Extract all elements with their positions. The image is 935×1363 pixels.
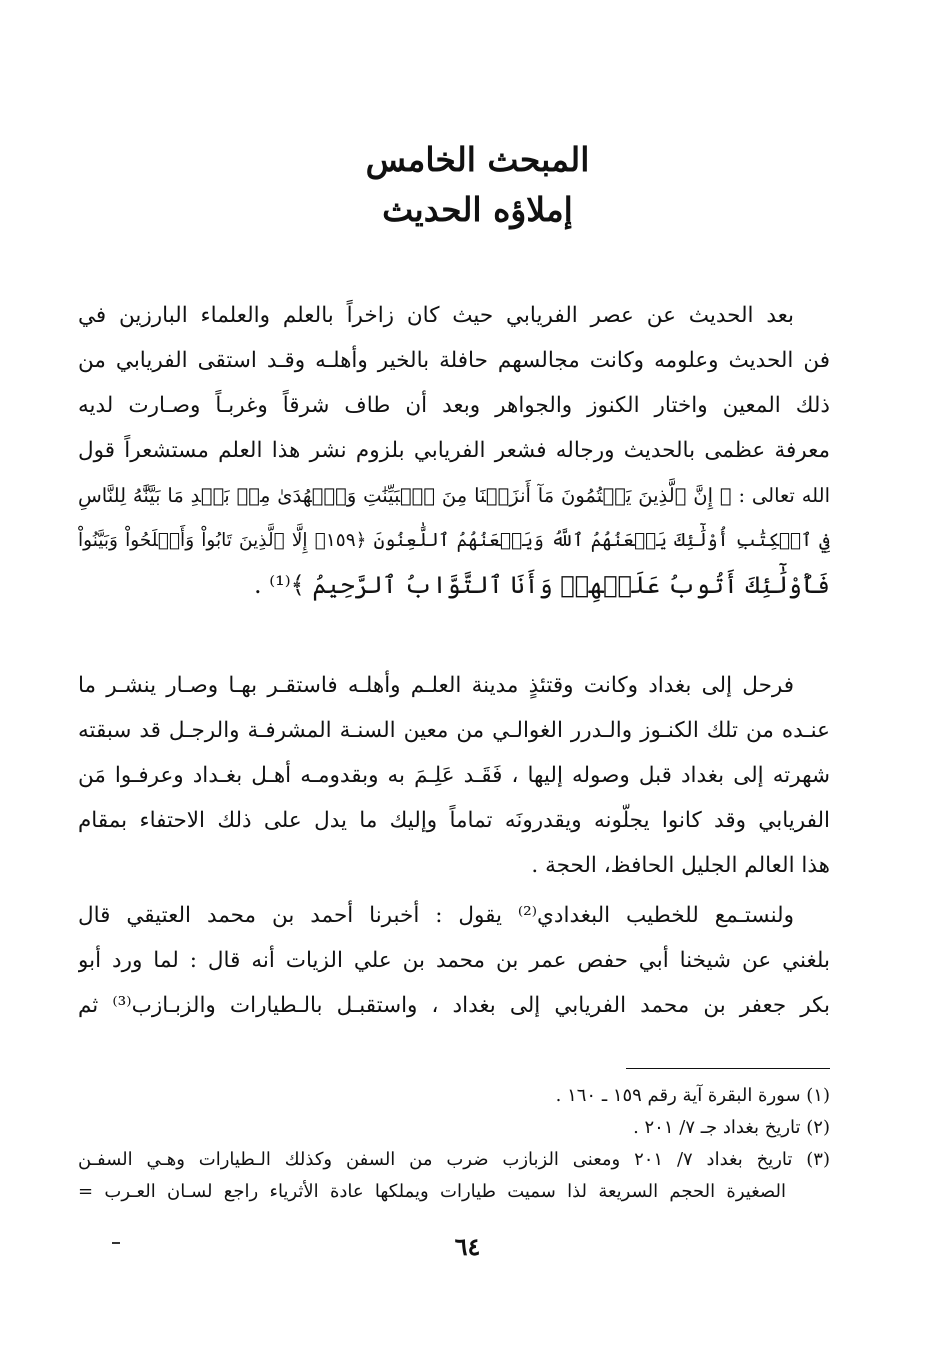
text-line: شهرته إلى بغداد قبل وصوله إليها ، فَقَـد عَلِـمَ به وبقدومـه أهـل بغـداد وعرفـوا مَن	[78, 763, 830, 788]
footnotes	[78, 1080, 830, 1208]
page-title: إملاؤه الحديث	[382, 190, 573, 229]
quran-verse-line: فِي ٱلۡكِتَٰبِ أُوْلَٰٓئِكَ يَلۡعَنُهُمُ ٱللَّهُ وَيَلۡعَنُهُمُ ٱللَّٰعِنُونَ ﴿١٥٩﴾ إِلَّا ٱلَّذِينَ تَابُواْ وَأَصۡلَحُواْ وَبَيَّنُواْ	[78, 530, 830, 551]
quran-verse-line: فَأُوْلَٰٓئِكَ أَتُوبُ عَلَيۡهِمۡ وَأَنَا ٱلتَّوَّابُ ٱلرَّحِيمُ ﴾⁽¹⁾ .	[254, 571, 830, 599]
text-line: فن الحديث وعلومه وكانت مجالسهم حافلة بالخير وأهلـه وقـد استقى الفريابي من	[78, 348, 830, 373]
text-line: عنـده من تلك الكنـوز والـدرر الغوالـي من معين السنـة المشرفـة والرجـل قد سبقته	[78, 718, 830, 743]
text-line: ذلك المعين واختار الكنوز والجواهر وبعد أن طاف شرقاً وغربـاً وصـارت لديه	[78, 393, 830, 418]
page-number: ٦٤	[454, 1232, 481, 1261]
footnote-3: (٣) تاريخ بغداد ٧/ ٢٠١ ومعنى الزبازب ضرب من السفن وكذلك الـطيارات وهـي السفـن	[78, 1149, 830, 1170]
quran-verse-line: الله تعالى : ﴿ إِنَّ ٱلَّذِينَ يَكۡتُمُونَ مَآ أَنزَلۡنَا مِنَ ٱلۡبَيِّنَٰتِ وَٱلۡهُدَىٰ مِنۢ بَعۡدِ مَا بَيَّنَّٰهُ لِلنَّاسِ	[78, 484, 830, 507]
text-line: ولنستـمع للخطيب البغدادي⁽²⁾ يقول : أخبرنا أحمد بن محمد العتيقي قال	[78, 903, 794, 928]
footnote-3-continuation: الصغيرة الحجم السريعة لذا سميت طيارات ويملكها عادة الأثرياء راجع لسـان العـرب =	[78, 1181, 786, 1202]
text-line: بلغني عن شيخنا أبي حفص عمر بن محمد بن علي الزيات أنه قال : لما ورد أبو	[78, 948, 830, 973]
text-line: بكر جعفر بن محمد الفريابي إلى بغداد ، واستقبـل بالـطيارات والزبـازب⁽³⁾ ثم	[78, 993, 830, 1018]
section-heading: المبحث الخامس	[365, 140, 590, 179]
text-line: فرحل إلى بغداد وكانت وقتئذٍ مدينة العلـم وأهلـه فاستقـر بهـا وصـار ينشـر ما	[78, 673, 794, 698]
text-line: هذا العالم الجليل الحافظ، الحجة .	[531, 853, 830, 878]
footnote-divider	[626, 1068, 830, 1069]
footnote-1: (١) سورة البقرة آية رقم ١٥٩ ـ ١٦٠ .	[555, 1085, 830, 1106]
text-line: بعد الحديث عن عصر الفريابي حيث كان زاخراً بالعلم والعلماء البارزين في	[78, 303, 794, 328]
paragraph-2	[78, 663, 830, 888]
footnote-2: (٢) تاريخ بغداد جـ ٧/ ٢٠١ .	[633, 1117, 830, 1138]
text-line: معرفة عظمى بالحديث ورجاله فشعر الفريابي بلزوم نشر هذا العلم مستشعراً قول	[78, 438, 830, 463]
paragraph-3	[78, 893, 830, 1028]
paragraph-1	[78, 293, 830, 608]
text-line: الفريابي وقد كانوا يجلّونه ويقدرونَه تماماً وإليك ما يدل على ذلك الاحتفاء بمقام	[78, 808, 830, 833]
